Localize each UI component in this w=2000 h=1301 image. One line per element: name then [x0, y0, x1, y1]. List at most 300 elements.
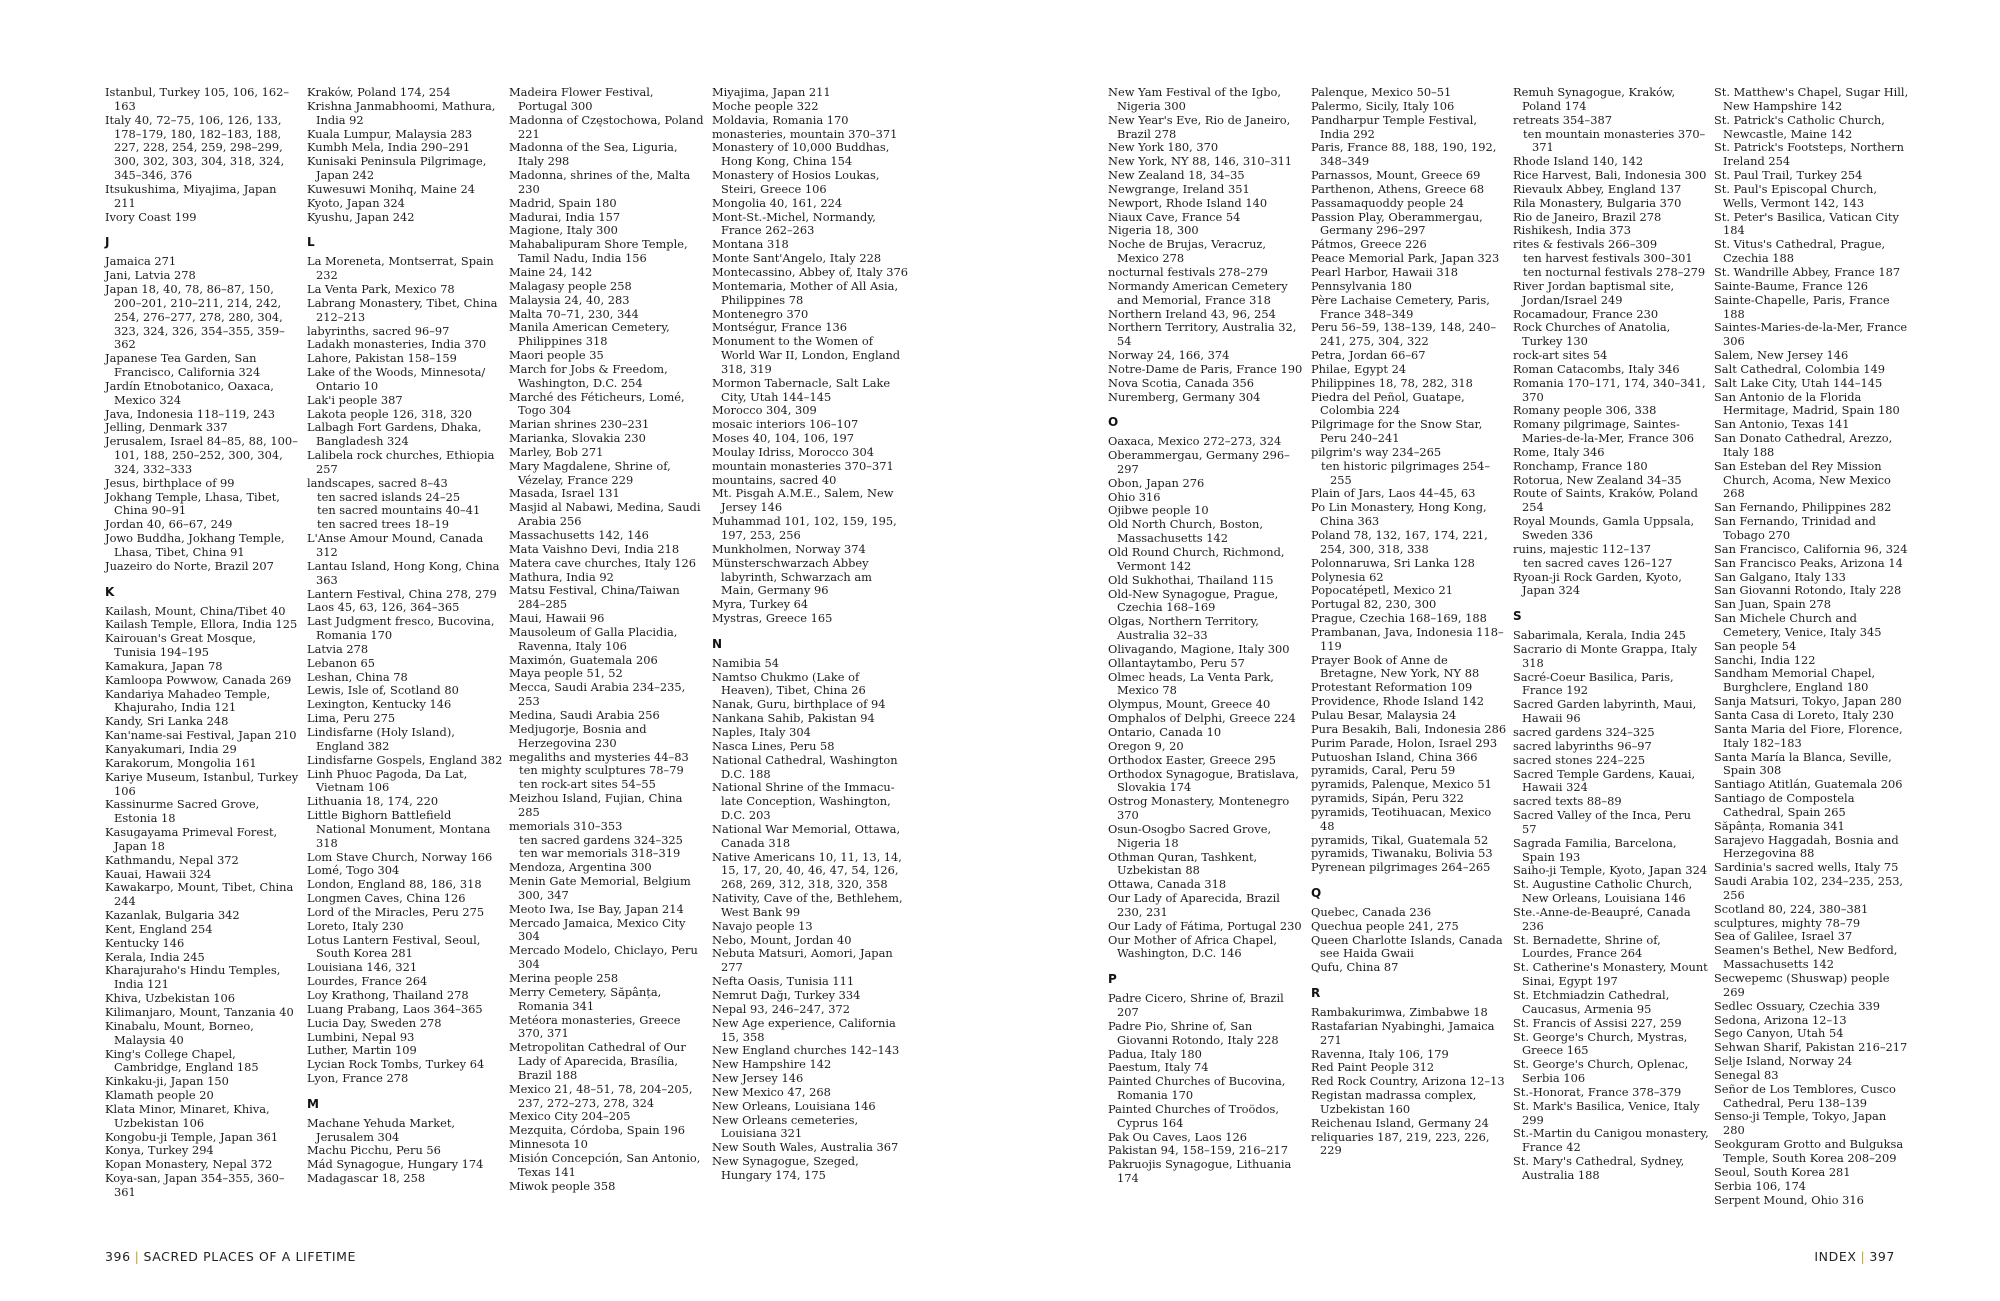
index-entry: Marian shrines 230–231 [509, 417, 650, 432]
index-entry: New Yam Festival of the Igbo, Nigeria 300 [1108, 85, 1282, 113]
index-entry: mountains, sacred 40 [712, 472, 837, 487]
index-entry: Montecassino, Abbey of, Italy 376 [712, 264, 908, 279]
index-entry: National War Memorial, Ottawa, Canada 318 [712, 821, 901, 850]
index-subentry: ten harvest festivals 300–301 [1523, 251, 1693, 266]
index-entry: Lebanon 65 [307, 655, 376, 670]
index-entry: Karakorum, Mongolia 161 [105, 755, 257, 770]
index-entry: Rishikesh, India 373 [1513, 223, 1632, 238]
index-entry: Orthodox Synagogue, Bratislava, Slovakia 174 [1108, 766, 1299, 795]
index-entry: New York 180, 370 [1108, 140, 1219, 155]
index-subentry: ten rock-art sites 54–55 [519, 777, 656, 792]
index-entry: Señor de Los Temblores, Cusco Cathedral, Peru 138–139 [1714, 1081, 1896, 1110]
index-entry: Kinkaku-ji, Japan 150 [105, 1074, 229, 1089]
index-entry: Kairouan's Great Mosque, Tunisia 194–195 [105, 631, 256, 660]
index-entry: Nebo, Mount, Jordan 40 [712, 932, 852, 947]
index-subentry: ten sacred gardens 324–325 [519, 832, 683, 847]
index-entry: Pakistan 94, 158–159, 216–217 [1108, 1143, 1288, 1158]
index-entry: Menin Gate Memorial, Belgium 300, 347 [509, 874, 691, 902]
index-entry: Palenque, Mexico 50–51 [1311, 85, 1452, 99]
index-entry: retreats 354–387 [1513, 112, 1612, 127]
index-entry: Sabarimala, Kerala, India 245 [1513, 628, 1686, 643]
index-entry: Matera cave churches, Italy 126 [509, 555, 696, 570]
index-entry: Ravenna, Italy 106, 179 [1311, 1046, 1449, 1061]
index-entry: Malagasy people 258 [509, 278, 632, 293]
index-entry: Nepal 93, 246–247, 372 [712, 1001, 850, 1016]
index-entry: Maori people 35 [509, 348, 604, 363]
index-column [1714, 86, 1910, 1207]
index-entry: Prambanan, Java, Indonesia 118–119 [1311, 624, 1504, 653]
index-entry: Kandariya Mahadeo Temple, Khajuraho, India 121 [105, 686, 271, 715]
index-entry: Mendoza, Argentina 300 [509, 860, 652, 875]
index-entry: Kentucky 146 [105, 935, 185, 950]
index-entry: Paestum, Italy 74 [1108, 1060, 1209, 1075]
index-entry: Loy Krathong, Thailand 278 [307, 988, 469, 1002]
index-entry: Kathmandu, Nepal 372 [105, 852, 239, 867]
index-entry: Kamloopa Powwow, Canada 269 [105, 672, 292, 687]
index-entry: Moses 40, 104, 106, 197 [712, 431, 855, 446]
index-entry: St. Paul Trail, Turkey 254 [1714, 168, 1863, 183]
index-entry: Madagascar 18, 258 [307, 1171, 426, 1186]
index-entry: Registan madrassa complex, Uzbekistan 160 [1311, 1088, 1477, 1116]
index-entry: Rila Monastery, Bulgaria 370 [1513, 195, 1682, 210]
index-entry: Lexington, Kentucky 146 [307, 697, 452, 712]
index-entry: Senso-ji Temple, Tokyo, Japan 280 [1714, 1109, 1887, 1138]
index-entry: St.-Martin du Canigou monastery, France 42 [1513, 1126, 1709, 1155]
index-entry: Jardín Etnobotanico, Oaxaca, Mexico 324 [105, 378, 274, 407]
index-entry: Maya people 51, 52 [509, 666, 623, 681]
index-entry: Old Round Church, Richmond, Vermont 142 [1108, 545, 1285, 573]
index-entry: Masada, Israel 131 [509, 486, 620, 501]
index-entry: San Michele Church and Cemetery, Venice, Italy 345 [1714, 611, 1882, 639]
index-entry: Old-New Synagogue, Prague, Czechia 168–169 [1108, 586, 1279, 615]
index-subentry: ten sacred trees 18–19 [317, 517, 450, 532]
section-letter: Q [1311, 886, 1322, 901]
index-entry: Sehwan Sharif, Pakistan 216–217 [1714, 1040, 1908, 1055]
index-entry: San Francisco Peaks, Arizona 14 [1714, 555, 1903, 570]
index-entry: Münsterschwarzach Abbey labyrinth, Schwarzach am Main, Germany 96 [712, 555, 872, 598]
index-entry: Providence, Rhode Island 142 [1311, 694, 1484, 709]
index-entry: Lewis, Isle of, Scotland 80 [307, 683, 459, 698]
index-entry: Obon, Japan 276 [1108, 475, 1205, 490]
index-entry: Prague, Czechia 168–169, 188 [1311, 611, 1487, 626]
index-entry: Red Rock Country, Arizona 12–13 [1311, 1074, 1505, 1089]
index-entry: Moche people 322 [712, 98, 819, 113]
index-entry: Native Americans 10, 11, 13, 14, 15, 17, 20, 40, 46, 47, 54, 126, 268, 269, 312, 318, 320, 358 [712, 849, 902, 892]
index-entry: Sainte-Chapelle, Paris, France 188 [1714, 292, 1890, 321]
index-entry: Romania 170–171, 174, 340–341, 370 [1513, 375, 1706, 404]
index-subentry: ten war memorials 318–319 [519, 846, 681, 861]
index-entry: Red Paint People 312 [1311, 1060, 1435, 1075]
index-column [712, 86, 908, 1183]
index-entry: St. Mary's Cathedral, Sydney, Australia 188 [1513, 1154, 1685, 1182]
index-entry: Rocamadour, France 230 [1513, 306, 1659, 321]
section-letter: M [307, 1096, 319, 1111]
index-entry: L'Anse Amour Mound, Canada 312 [307, 531, 484, 559]
index-subentry: ten historic pilgrimages 254–255 [1321, 458, 1491, 487]
index-entry: Mexico City 204–205 [509, 1109, 631, 1124]
page-number: 396 [105, 1249, 131, 1264]
index-entry: Normandy American Cemetery and Memorial, France 318 [1108, 278, 1288, 307]
index-entry: Merina people 258 [509, 971, 619, 985]
index-entry: sacred stones 224–225 [1513, 752, 1646, 767]
index-entry: Moulay Idriss, Morocco 304 [712, 444, 874, 459]
index-entry: Kasugayama Primeval Forest, Japan 18 [105, 825, 278, 853]
index-entry: Parnassos, Mount, Greece 69 [1311, 168, 1481, 183]
index-entry: Medina, Saudi Arabia 256 [509, 707, 660, 722]
index-entry: Mongolia 40, 161, 224 [712, 195, 843, 210]
index-entry: Madurai, India 157 [509, 209, 621, 224]
index-entry: Olivagando, Magione, Italy 300 [1108, 641, 1290, 656]
index-entry: pyramids, Caral, Peru 59 [1311, 763, 1456, 778]
index-entry: Mercado Modelo, Chiclayo, Peru 304 [509, 943, 698, 972]
index-entry: Lycian Rock Tombs, Turkey 64 [307, 1057, 485, 1072]
index-entry: Olmec heads, La Venta Park, Mexico 78 [1108, 669, 1274, 698]
index-entry: Pearl Harbor, Hawaii 318 [1311, 264, 1459, 279]
index-entry: Kassinurme Sacred Grove, Estonia 18 [105, 797, 260, 826]
index-entry: Massachusetts 142, 146 [509, 528, 649, 542]
index-entry: Mercado Jamaica, Mexico City 304 [509, 915, 686, 944]
index-entry: St. Vitus's Cathedral, Prague, Czechia 188 [1714, 237, 1886, 266]
index-entry: Omphalos of Delphi, Greece 224 [1108, 711, 1296, 726]
index-entry: Northern Territory, Australia 32, 54 [1108, 320, 1297, 349]
index-entry: Monument to the Women of World War II, London, England 318, 319 [712, 334, 901, 376]
index-entry: Reichenau Island, Germany 24 [1311, 1115, 1489, 1130]
index-entry: Linh Phuoc Pagoda, Da Lat, Vietnam 106 [307, 766, 468, 795]
index-entry: Lahore, Pakistan 158–159 [307, 351, 457, 366]
index-entry: New Age experience, California 15, 358 [712, 1015, 896, 1044]
index-entry: Montenegro 370 [712, 306, 809, 321]
index-entry: Saintes-Maries-de-la-Mer, France 306 [1714, 320, 1908, 349]
index-entry: Labrang Monastery, Tibet, China 212–213 [307, 295, 498, 324]
index-entry: Northern Ireland 43, 96, 254 [1108, 306, 1276, 321]
index-entry: Ontario, Canada 10 [1108, 724, 1222, 739]
index-entry: Monastery of 10,000 Buddhas, Hong Kong, China 154 [712, 140, 890, 169]
index-subentry: ten sacred caves 126–127 [1523, 555, 1673, 570]
index-entry: Lake of the Woods, Minnesota/ Ontario 10 [307, 365, 486, 393]
index-entry: Marley, Bob 271 [509, 444, 604, 459]
index-entry: Scotland 80, 224, 380–381 [1714, 901, 1869, 916]
index-entry: Santiago de Compostela Cathedral, Spain 265 [1714, 791, 1855, 819]
index-entry: San Donato Cathedral, Arezzo, Italy 188 [1714, 431, 1893, 459]
index-entry: rites & festivals 266–309 [1513, 237, 1658, 252]
index-entry: King's College Chapel, Cambridge, England 185 [105, 1046, 259, 1075]
index-entry: Salt Lake City, Utah 144–145 [1714, 375, 1883, 390]
index-entry: Olgas, Northern Territory, Australia 32–33 [1108, 614, 1259, 643]
left-folio [105, 1249, 356, 1264]
index-entry: Leshan, China 78 [307, 669, 408, 684]
index-entry: Norway 24, 166, 374 [1108, 348, 1230, 363]
index-entry: Painted Churches of Troödos, Cyprus 164 [1108, 1101, 1279, 1130]
index-entry: New Mexico 47, 268 [712, 1084, 831, 1099]
index-entry: Pak Ou Caves, Laos 126 [1108, 1129, 1247, 1144]
index-entry: Old North Church, Boston, Massachusetts 142 [1108, 517, 1263, 546]
index-entry: reliquaries 187, 219, 223, 226, 229 [1311, 1129, 1490, 1158]
index-entry: Noche de Brujas, Veracruz, Mexico 278 [1108, 237, 1267, 266]
index-entry: Khiva, Uzbekistan 106 [105, 991, 236, 1006]
index-entry: Rastafarian Nyabinghi, Jamaica 271 [1311, 1018, 1495, 1047]
index-entry: Romany pilgrimage, Saintes-Maries-de-la-Mer, France 306 [1513, 417, 1694, 446]
index-entry: Jani, Latvia 278 [105, 268, 196, 283]
index-entry: Kopan Monastery, Nepal 372 [105, 1157, 273, 1172]
index-entry: Seokguram Grotto and Bulguksa Temple, South Korea 208–209 [1714, 1137, 1904, 1165]
index-entry: nocturnal festivals 278–279 [1108, 264, 1268, 279]
index-entry: New Zealand 18, 34–35 [1108, 168, 1245, 183]
index-entry: Qufu, China 87 [1311, 960, 1399, 975]
index-entry: Passion Play, Oberammergau, Germany 296–297 [1311, 209, 1483, 238]
index-entry: Secwepemc (Shuswap) people 269 [1714, 971, 1890, 999]
folio-divider: | [134, 1249, 140, 1264]
index-entry: Saudi Arabia 102, 234–235, 253, 256 [1714, 874, 1904, 902]
index-column [1311, 86, 1507, 1158]
index-entry: New Synagogue, Szeged, Hungary 174, 175 [712, 1154, 859, 1182]
index-entry: Polonnaruwa, Sri Lanka 128 [1311, 555, 1475, 570]
section-title: INDEX [1814, 1249, 1857, 1264]
index-entry: Jokhang Temple, Lhasa, Tibet, China 90–91 [105, 489, 280, 518]
index-entry: Istanbul, Turkey 105, 106, 162–163 [105, 85, 290, 113]
index-entry: Mata Vaishno Devi, India 218 [509, 541, 680, 556]
index-entry: St. Catherine's Monastery, Mount Sinai, Egypt 197 [1513, 960, 1708, 989]
index-entry: Notre-Dame de Paris, France 190 [1108, 361, 1303, 376]
index-entry: Sedona, Arizona 12–13 [1714, 1012, 1847, 1027]
index-column [1513, 86, 1709, 1183]
index-entry: pyramids, Sipán, Peru 322 [1311, 791, 1464, 806]
index-entry: Juazeiro do Norte, Brazil 207 [105, 558, 274, 573]
index-entry: Metropolitan Cathedral of Our Lady of Aparecida, Brasília, Brazil 188 [509, 1040, 686, 1082]
index-entry: New Jersey 146 [712, 1071, 804, 1086]
index-entry: Naples, Italy 304 [712, 724, 811, 739]
index-entry: Merry Cemetery, Săpânța, Romania 341 [509, 984, 662, 1013]
index-entry: St. Paul's Episcopal Church, Wells, Vermont 142, 143 [1714, 181, 1877, 210]
index-entry: San people 54 [1714, 638, 1797, 653]
index-entry: New England churches 142–143 [712, 1043, 900, 1058]
index-entry: Roman Catacombs, Italy 346 [1513, 361, 1680, 376]
index-entry: pyramids, Palenque, Mexico 51 [1311, 777, 1492, 792]
index-entry: Kumbh Mela, India 290–291 [307, 140, 471, 155]
index-entry: Lom Stave Church, Norway 166 [307, 849, 493, 864]
index-entry: pyramids, Teotihuacan, Mexico 48 [1311, 804, 1492, 833]
index-entry: Lourdes, France 264 [307, 974, 428, 989]
index-entry: Sagrada Familia, Barcelona, Spain 193 [1513, 835, 1677, 864]
index-entry: Rotorua, New Zealand 34–35 [1513, 472, 1682, 487]
index-entry: Kawakarpo, Mount, Tibet, China 244 [105, 880, 294, 909]
index-entry: Seamen's Bethel, New Bedford, Massachusetts 142 [1714, 943, 1898, 972]
index-entry: Quechua people 241, 275 [1311, 918, 1459, 933]
index-entry: Luang Prabang, Laos 364–365 [307, 1001, 483, 1016]
index-entry: Japanese Tea Garden, San Francisco, California 324 [105, 351, 261, 380]
section-letter: S [1513, 609, 1522, 624]
index-entry: Ste.-Anne-de-Beaupré, Canada 236 [1513, 904, 1691, 933]
index-entry: Remuh Synagogue, Kraków, Poland 174 [1513, 85, 1676, 113]
index-entry: Japan 18, 40, 78, 86–87, 150, 200–201, 210–211, 214, 242, 254, 276–277, 278, 280, 304, 323, 324, 326, 354–355, 359–362 [105, 281, 285, 352]
book-title: SACRED PLACES OF A LIFETIME [143, 1249, 357, 1264]
index-entry: Palermo, Sicily, Italy 106 [1311, 98, 1455, 113]
index-entry: Ladakh monasteries, India 370 [307, 337, 487, 352]
index-entry: Mád Synagogue, Hungary 174 [307, 1157, 484, 1172]
index-entry: Monte Sant'Angelo, Italy 228 [712, 251, 882, 266]
index-entry: Our Lady of Aparecida, Brazil 230, 231 [1108, 891, 1280, 919]
index-entry: Newgrange, Ireland 351 [1108, 181, 1250, 196]
index-entry: Nativity, Cave of the, Bethlehem, West Bank 99 [712, 891, 903, 919]
index-entry: Misión Concepción, San Antonio, Texas 141 [509, 1150, 701, 1179]
index-entry: San Esteban del Rey Mission Church, Acoma, New Mexico 268 [1714, 458, 1891, 501]
index-entry: Senegal 83 [1714, 1067, 1779, 1082]
index-entry: Nova Scotia, Canada 356 [1108, 375, 1255, 390]
index-entry: Po Lin Monastery, Hong Kong, China 363 [1311, 500, 1487, 529]
index-entry: St. Patrick's Catholic Church, Newcastle, Maine 142 [1714, 112, 1885, 141]
index-entry: Marianka, Slovakia 230 [509, 431, 646, 446]
index-entry: Kyoto, Japan 324 [307, 195, 405, 210]
index-entry: Maximón, Guatemala 206 [509, 652, 658, 667]
index-entry: Matsu Festival, China/Taiwan 284–285 [509, 583, 680, 612]
index-entry: Sea of Galilee, Israel 37 [1714, 929, 1853, 944]
index-entry: Java, Indonesia 118–119, 243 [105, 406, 275, 421]
index-entry: Malta 70–71, 230, 344 [509, 306, 639, 321]
index-entry: Nemrut Dağı, Turkey 334 [712, 988, 861, 1002]
index-entry: Monastery of Hosios Loukas, Steiri, Greece 106 [712, 168, 880, 196]
index-entry: Putuoshan Island, China 366 [1311, 749, 1478, 764]
index-entry: Maui, Hawaii 96 [509, 611, 605, 626]
section-letter: P [1108, 972, 1117, 987]
index-entry: Latvia 278 [307, 641, 369, 656]
index-entry: Madrid, Spain 180 [509, 195, 617, 210]
index-entry: Kan'name-sai Festival, Japan 210 [105, 728, 297, 743]
index-entry: Montemaria, Mother of All Asia, Philippines 78 [712, 278, 899, 307]
index-entry: St. Francis of Assisi 227, 259 [1513, 1015, 1682, 1030]
index-entry: landscapes, sacred 8–43 [307, 475, 448, 490]
index-entry: San Fernando, Trinidad and Tobago 270 [1714, 514, 1876, 542]
index-entry: Pilgrimage for the Snow Star, Peru 240–241 [1311, 417, 1483, 446]
index-entry: Jesus, birthplace of 99 [105, 475, 235, 490]
index-entry: Ronchamp, France 180 [1513, 458, 1648, 473]
page-number: 397 [1869, 1249, 1895, 1264]
index-entry: Popocatépetl, Mexico 21 [1311, 583, 1454, 598]
index-entry: Sainte-Baume, France 126 [1714, 278, 1868, 293]
index-entry: Moldavia, Romania 170 [712, 112, 849, 127]
index-entry: ruins, majestic 112–137 [1513, 541, 1651, 556]
index-entry: Klata Minor, Minaret, Khiva, Uzbekistan 106 [105, 1101, 270, 1130]
index-entry: Madonna of Częstochowa, Poland 221 [509, 112, 704, 141]
index-entry: Rock Churches of Anatolia, Turkey 130 [1513, 320, 1671, 349]
index-entry: Kilimanjaro, Mount, Tanzania 40 [105, 1005, 294, 1019]
index-entry: rock-art sites 54 [1513, 348, 1608, 363]
index-entry: Pyrenean pilgrimages 264–265 [1311, 860, 1491, 875]
index-entry: Itsukushima, Miyajima, Japan 211 [105, 181, 277, 210]
index-entry: St. Patrick's Footsteps, Northern Ireland 254 [1714, 140, 1904, 169]
index-entry: Kamakura, Japan 78 [105, 658, 223, 673]
index-entry: Laos 45, 63, 126, 364–365 [307, 600, 460, 615]
index-entry: New Year's Eve, Rio de Janeiro, Brazil 278 [1108, 112, 1291, 141]
index-entry: Lak'i people 387 [307, 392, 403, 407]
index-entry: Ryoan-ji Rock Garden, Kyoto, Japan 324 [1513, 569, 1682, 598]
index-entry: Miyajima, Japan 211 [712, 85, 831, 99]
index-entry: Route of Saints, Kraków, Poland 254 [1513, 486, 1698, 515]
index-entry: Mexico 21, 48–51, 78, 204–205, 237, 272–273, 278, 324 [509, 1081, 693, 1110]
index-entry: Oregon 9, 20 [1108, 738, 1184, 753]
index-entry: Pennsylvania 180 [1311, 278, 1412, 293]
index-entry: pilgrim's way 234–265 [1311, 444, 1442, 459]
index-entry: St. Etchmiadzin Cathedral, Caucasus, Armenia 95 [1513, 988, 1670, 1016]
index-entry: Madeira Flower Festival, Portugal 300 [509, 85, 654, 113]
index-entry: Namibia 54 [712, 655, 780, 670]
section-letter: K [105, 584, 115, 599]
section-letter: L [307, 235, 315, 250]
index-entry: Rio de Janeiro, Brazil 278 [1513, 209, 1662, 224]
index-entry: Kazanlak, Bulgaria 342 [105, 908, 240, 923]
index-entry: Pandharpur Temple Festival, India 292 [1311, 112, 1477, 141]
index-entry: Machu Picchu, Peru 56 [307, 1143, 441, 1158]
index-entry: Protestant Reformation 109 [1311, 680, 1473, 695]
index-entry: Sanchi, India 122 [1714, 652, 1816, 667]
section-letter: R [1311, 986, 1321, 1001]
index-entry: pyramids, Tikal, Guatemala 52 [1311, 832, 1489, 847]
index-entry: Miwok people 358 [509, 1178, 616, 1193]
index-entry: Nankana Sahib, Pakistan 94 [712, 711, 875, 726]
index-entry: Père Lachaise Cemetery, Paris, France 348–349 [1311, 292, 1490, 321]
index-entry: Little Bighorn Battlefield National Monument, Montana 318 [307, 808, 491, 850]
index-entry: St. Augustine Catholic Church, New Orleans, Louisiana 146 [1513, 877, 1693, 906]
index-entry: Peace Memorial Park, Japan 323 [1311, 251, 1500, 266]
index-entry: Sarajevo Haggadah, Bosnia and Herzegovina 88 [1714, 832, 1899, 861]
index-entry: Rievaulx Abbey, England 137 [1513, 181, 1682, 196]
index-entry: Lindisfarne (Holy Island), England 382 [307, 724, 455, 753]
index-entry: National Shrine of the Immacu-late Conception, Washington, D.C. 203 [712, 780, 895, 823]
index-entry: Queen Charlotte Islands, Canada see Haida Gwaii [1311, 932, 1503, 961]
index-entry: Our Lady of Fátima, Portugal 230 [1108, 918, 1302, 933]
index-entry: Jordan 40, 66–67, 249 [105, 517, 233, 532]
index-entry: mountain monasteries 370–371 [712, 458, 894, 473]
index-entry: Mormon Tabernacle, Salt Lake City, Utah 144–145 [712, 375, 891, 404]
index-entry: Kunisaki Peninsula Pilgrimage, Japan 242 [307, 154, 487, 183]
index-entry: Kanyakumari, India 29 [105, 741, 237, 756]
index-entry: Sedlec Ossuary, Czechia 339 [1714, 998, 1880, 1013]
index-entry: San Galgano, Italy 133 [1714, 569, 1846, 584]
index-entry: Painted Churches of Bucovina, Romania 170 [1108, 1074, 1286, 1103]
index-entry: Kailash, Mount, China/Tibet 40 [105, 603, 286, 618]
index-column [307, 86, 503, 1186]
index-subentry: ten sacred islands 24–25 [317, 489, 461, 504]
index-entry: Ohio 316 [1108, 489, 1161, 504]
index-entry: Lithuania 18, 174, 220 [307, 794, 439, 809]
index-entry: Poland 78, 132, 167, 174, 221, 254, 300, 318, 338 [1311, 528, 1488, 556]
index-entry: Minnesota 10 [509, 1137, 588, 1152]
index-entry: Marché des Féticheurs, Lomé, Togo 304 [509, 389, 685, 418]
index-entry: Sanja Matsuri, Tokyo, Japan 280 [1714, 694, 1902, 709]
index-entry: Kariye Museum, Istanbul, Turkey 106 [105, 769, 299, 798]
index-entry: Munkholmen, Norway 374 [712, 541, 866, 556]
index-entry: Jelling, Denmark 337 [105, 420, 228, 435]
index-entry: Kent, England 254 [105, 921, 213, 936]
index-entry: Longmen Caves, China 126 [307, 891, 466, 906]
index-entry: Nefta Oasis, Tunisia 111 [712, 974, 855, 989]
index-entry: monasteries, mountain 370–371 [712, 126, 898, 141]
index-entry: Polynesia 62 [1311, 569, 1384, 584]
index-entry: Mausoleum of Galla Placidia, Ravenna, Italy 106 [509, 624, 678, 653]
index-entry: Serpent Mound, Ohio 316 [1714, 1192, 1864, 1207]
index-entry: Ojibwe people 10 [1108, 503, 1209, 518]
index-entry: Salem, New Jersey 146 [1714, 348, 1849, 363]
index-entry: Lumbini, Nepal 93 [307, 1029, 415, 1044]
index-entry: Salt Cathedral, Colombia 149 [1714, 361, 1885, 376]
index-entry: Kraków, Poland 174, 254 [307, 85, 451, 99]
index-entry: Prayer Book of Anne de Bretagne, New York, NY 88 [1311, 652, 1480, 681]
index-entry: Kuwesuwi Monihq, Maine 24 [307, 181, 475, 196]
index-entry: Rice Harvest, Bali, Indonesia 300 [1513, 168, 1707, 183]
index-entry: Maine 24, 142 [509, 264, 593, 279]
index-entry: Seoul, South Korea 281 [1714, 1164, 1851, 1179]
index-entry: Konya, Turkey 294 [105, 1143, 214, 1158]
index-entry: Our Mother of Africa Chapel, Washington, D.C. 146 [1108, 932, 1277, 961]
index-entry: Morocco 304, 309 [712, 403, 817, 418]
